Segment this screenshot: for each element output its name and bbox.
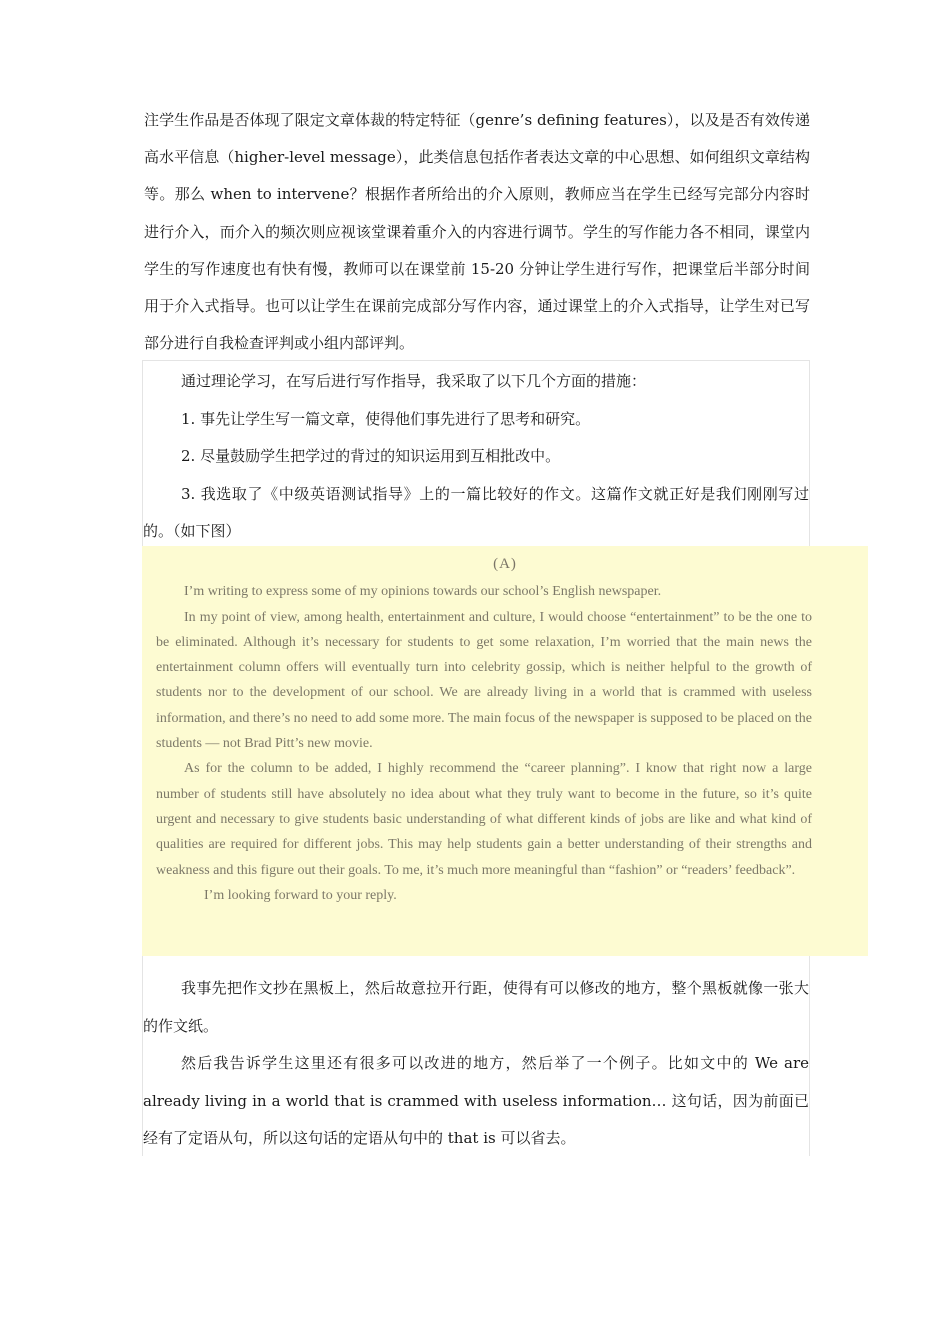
measures-intro: 通过理论学习，在写后进行写作指导，我采取了以下几个方面的措施： (181, 372, 647, 390)
essay-paragraph: I’m writing to express some of my opinions towards our school’s English newspaper. (184, 584, 662, 600)
measures-section (142, 360, 810, 547)
essay-paragraph: As for the column to be added, I highly recommend the “career planning”. I know that right now a large number of students still have absolutely no idea about what they truly want to become in the future, so it’s quite urgent and necessary to give students basic understanding of what different kinds of jobs are like and what kind of qualities are required for different jobs. This may help students gain a better understanding of their strengths and weakness and this figure out their goals. To me, it’s much more meaningful than “fashion” or “readers’ feedback”. (156, 761, 812, 878)
essay-paragraph: In my point of view, among health, entertainment and culture, I would choose “entertainment” to be the one to be eliminated. Although it’s necessary for students to get some relaxation, I’m worried that the main news the entertainment column offers will eventually turn into celebrity gossip, which is neither helpful to the growth of students nor to the development of our school. We are already living in a world that is crammed with useless information, and there’s no need to add some more. The main focus of the newspaper is supposed to be placed on the students — not Brad Pitt’s new movie. (156, 609, 812, 752)
measure-item: 2. 尽量鼓励学生把学过的背过的知识运用到互相批改中。 (181, 447, 561, 465)
measure-item: 1. 事先让学生写一篇文章，使得他们事先进行了思考和研究。 (181, 409, 591, 428)
followup-paragraph: 我事先把作文抄在黑板上，然后故意拉开行距，使得有可以修改的地方，整个黑板就像一张大的作文纸。 (143, 979, 809, 1035)
measure-item: 3. 我选取了《中级英语测试指导》上的一篇比较好的作文。这篇作文就正好是我们刚刚写过的。（如下图） (143, 484, 809, 540)
essay-heading: (A) (493, 556, 517, 572)
followup-section (142, 956, 810, 1156)
essay-closing: I’m looking forward to your reply. (204, 887, 397, 903)
scanned-essay-image (142, 546, 868, 956)
intro-paragraph: 注学生作品是否体现了限定文章体裁的特定特征（genre’s defining features），以及是否有效传递高水平信息（higher-level message），此类信息包括作者表达文章的中心思想、如何组织文章结构等。那么 when to intervene？根据作者所给出的介入原则，教师应当在学生已经写完部分内容时进行介入，而介入的频次则应视该堂课着重介入的内容进行调节。学生的写作能力各不相同，课堂内学生的写作速度也有快有慢，教师可以在课堂前 15-20 分钟让学生进行写作，把课堂后半部分时间用于介入式指导。也可以让学生在课前完成部分写作内容，通过课堂上的介入式指导，让学生对已写部分进行自我检查评判或小组内部评判。 (144, 111, 810, 353)
followup-paragraph: 然后我告诉学生这里还有很多可以改进的地方，然后举了一个例子。比如文中的 We are already living in a world that is crammed with useless information… 这句话，因为前面已经有了定语从句，所以这句话的定语从句中的 that is 可以省去。 (143, 1054, 809, 1147)
